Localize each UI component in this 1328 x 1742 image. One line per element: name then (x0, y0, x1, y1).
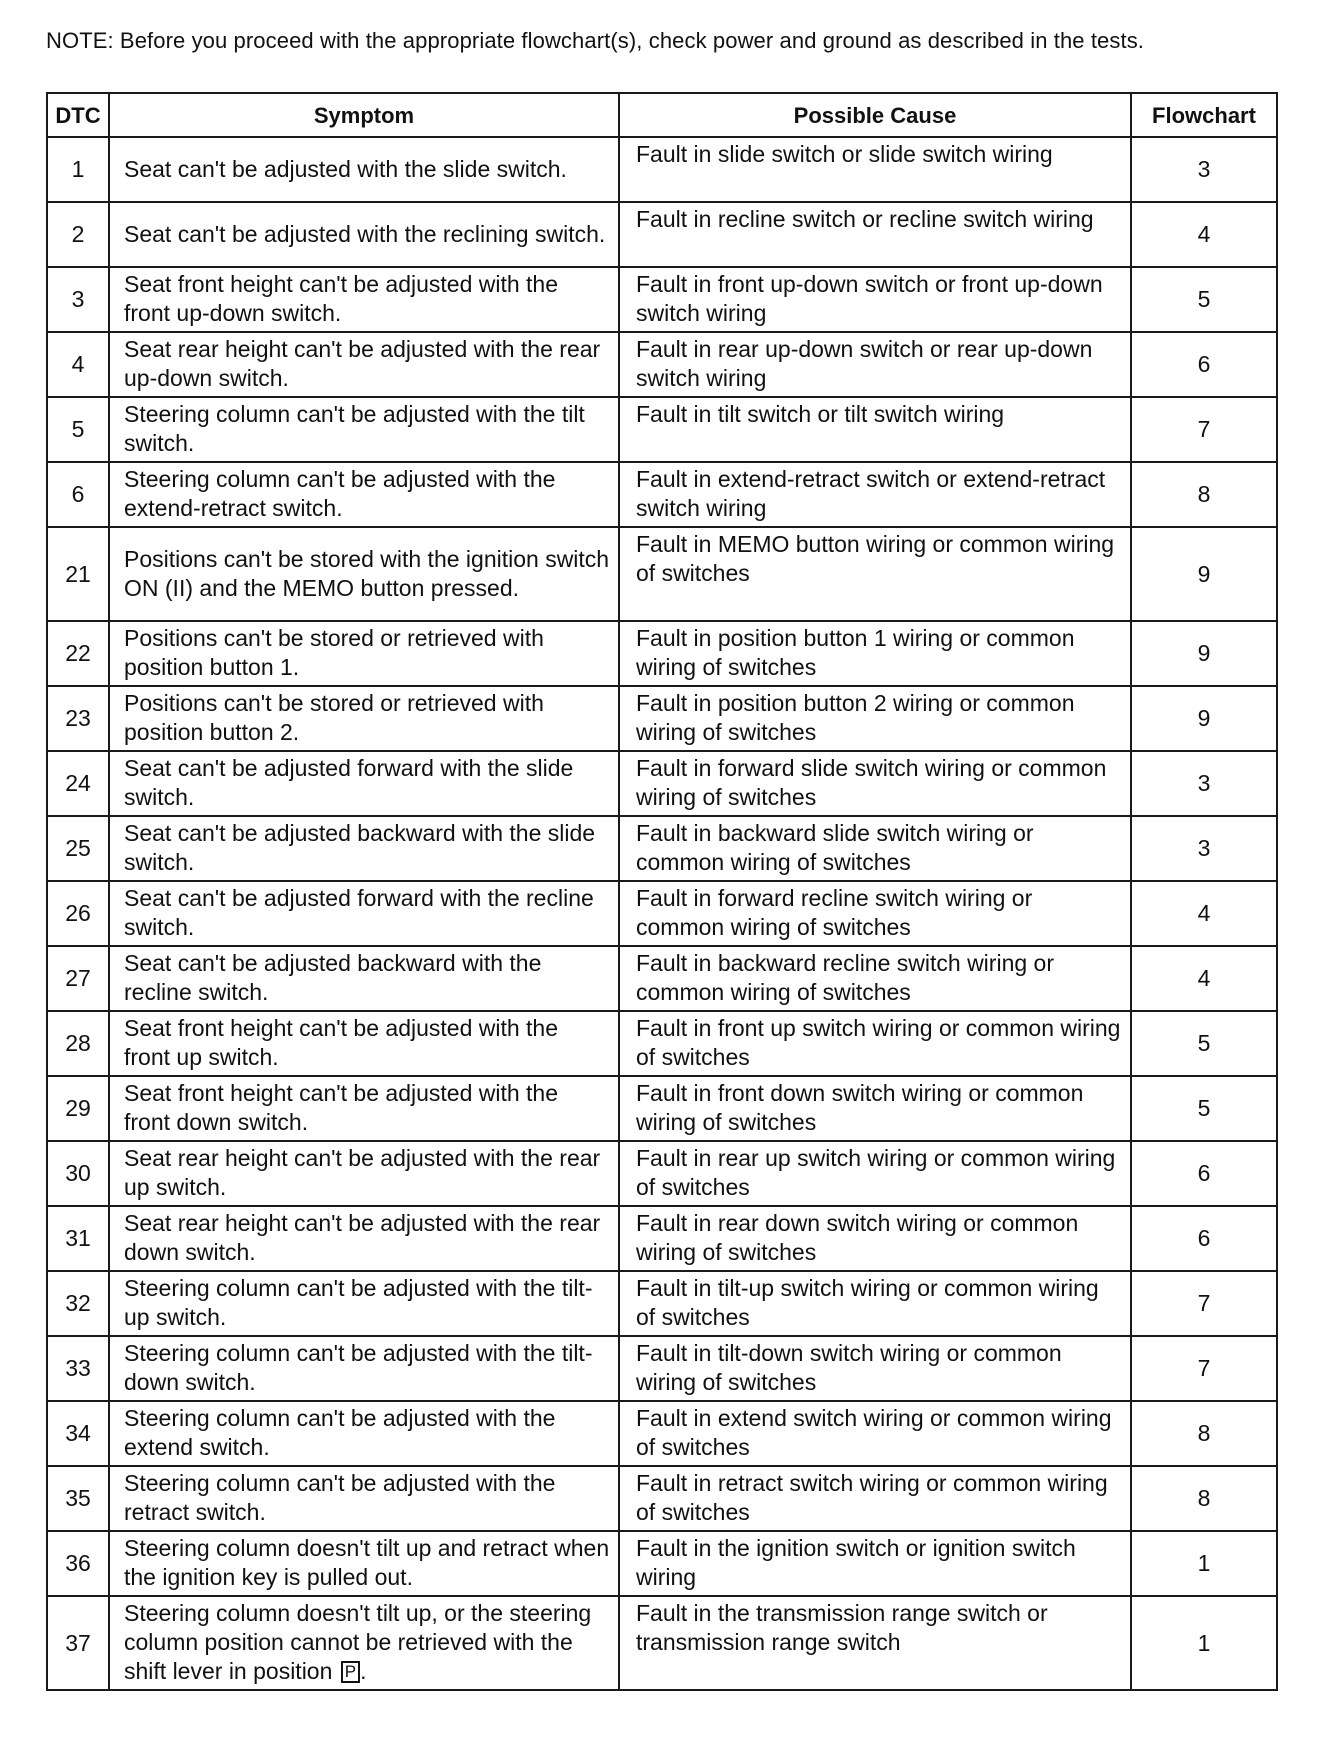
dtc-code: 28 (47, 1011, 109, 1076)
possible-cause-cell: Fault in forward slide switch wiring or common wiring of switches (619, 751, 1131, 816)
possible-cause-cell: Fault in front down switch wiring or common wiring of switches (619, 1076, 1131, 1141)
symptom-cell: Steering column doesn't tilt up and retract when the ignition key is pulled out. (109, 1531, 619, 1596)
possible-cause-cell: Fault in rear down switch wiring or common wiring of switches (619, 1206, 1131, 1271)
table-row (47, 686, 1277, 751)
dtc-code: 35 (47, 1466, 109, 1531)
flowchart-number: 4 (1131, 202, 1277, 267)
possible-cause-cell: Fault in front up switch wiring or common wiring of switches (619, 1011, 1131, 1076)
dtc-code: 21 (47, 527, 109, 621)
flowchart-number: 3 (1131, 137, 1277, 202)
flowchart-number: 6 (1131, 1141, 1277, 1206)
shift-position-p-box: P (341, 1661, 360, 1683)
possible-cause-cell: Fault in recline switch or recline switch wiring (619, 202, 1131, 267)
flowchart-number: 3 (1131, 751, 1277, 816)
dtc-code: 22 (47, 621, 109, 686)
dtc-code: 4 (47, 332, 109, 397)
flowchart-number: 5 (1131, 1011, 1277, 1076)
symptom-text: Steering column doesn't tilt up, or the steering column position cannot be retrieved with the shift lever in position (124, 1600, 592, 1684)
table-row (47, 1011, 1277, 1076)
symptom-cell: Seat can't be adjusted forward with the slide switch. (109, 751, 619, 816)
possible-cause-cell: Fault in front up-down switch or front up-down switch wiring (619, 267, 1131, 332)
symptom-cell: Seat can't be adjusted forward with the recline switch. (109, 881, 619, 946)
flowchart-number: 9 (1131, 527, 1277, 621)
symptom-cell: Steering column can't be adjusted with the retract switch. (109, 1466, 619, 1531)
flowchart-number: 9 (1131, 686, 1277, 751)
table-header-row (47, 93, 1277, 137)
flowchart-number: 7 (1131, 397, 1277, 462)
header-dtc: DTC (47, 93, 109, 137)
symptom-cell: Seat rear height can't be adjusted with the rear down switch. (109, 1206, 619, 1271)
possible-cause-cell: Fault in tilt-up switch wiring or common wiring of switches (619, 1271, 1131, 1336)
symptom-cell: Steering column can't be adjusted with the tilt switch. (109, 397, 619, 462)
dtc-code: 25 (47, 816, 109, 881)
possible-cause-cell: Fault in position button 2 wiring or common wiring of switches (619, 686, 1131, 751)
dtc-code: 31 (47, 1206, 109, 1271)
table-row (47, 202, 1277, 267)
table-row (47, 137, 1277, 202)
flowchart-number: 6 (1131, 332, 1277, 397)
header-symptom: Symptom (109, 93, 619, 137)
symptom-cell: Steering column can't be adjusted with the extend switch. (109, 1401, 619, 1466)
possible-cause-cell: Fault in position button 1 wiring or common wiring of switches (619, 621, 1131, 686)
possible-cause-cell: Fault in rear up-down switch or rear up-down switch wiring (619, 332, 1131, 397)
flowchart-number: 4 (1131, 881, 1277, 946)
symptom-cell: Positions can't be stored or retrieved with position button 1. (109, 621, 619, 686)
table-row (47, 621, 1277, 686)
table-row (47, 1336, 1277, 1401)
possible-cause-cell: Fault in MEMO button wiring or common wiring of switches (619, 527, 1131, 621)
table-row (47, 946, 1277, 1011)
dtc-code: 26 (47, 881, 109, 946)
possible-cause-cell: Fault in retract switch wiring or common wiring of switches (619, 1466, 1131, 1531)
symptom-cell (109, 1596, 619, 1690)
flowchart-number: 1 (1131, 1531, 1277, 1596)
symptom-cell: Seat rear height can't be adjusted with the rear up-down switch. (109, 332, 619, 397)
possible-cause-cell: Fault in backward recline switch wiring or common wiring of switches (619, 946, 1131, 1011)
dtc-code: 6 (47, 462, 109, 527)
symptom-cell: Positions can't be stored or retrieved with position button 2. (109, 686, 619, 751)
table-row (47, 816, 1277, 881)
table-row (47, 1596, 1277, 1690)
dtc-code: 30 (47, 1141, 109, 1206)
table-row (47, 1271, 1277, 1336)
flowchart-number: 8 (1131, 1466, 1277, 1531)
table-row (47, 267, 1277, 332)
possible-cause-cell: Fault in tilt-down switch wiring or common wiring of switches (619, 1336, 1131, 1401)
symptom-cell: Steering column can't be adjusted with the tilt-up switch. (109, 1271, 619, 1336)
symptom-end-punctuation: . (360, 1658, 367, 1684)
symptom-cell: Seat front height can't be adjusted with the front up switch. (109, 1011, 619, 1076)
symptom-cell: Seat rear height can't be adjusted with the rear up switch. (109, 1141, 619, 1206)
dtc-code: 34 (47, 1401, 109, 1466)
dtc-code: 1 (47, 137, 109, 202)
symptom-cell: Seat front height can't be adjusted with the front down switch. (109, 1076, 619, 1141)
symptom-cell: Seat can't be adjusted with the slide switch. (109, 137, 619, 202)
dtc-code: 24 (47, 751, 109, 816)
dtc-code: 36 (47, 1531, 109, 1596)
symptom-cell: Positions can't be stored with the ignition switch ON (II) and the MEMO button pressed. (109, 527, 619, 621)
symptom-cell: Seat can't be adjusted backward with the recline switch. (109, 946, 619, 1011)
table-body (47, 137, 1277, 1690)
symptom-cell: Steering column can't be adjusted with the extend-retract switch. (109, 462, 619, 527)
dtc-code: 32 (47, 1271, 109, 1336)
header-possible-cause: Possible Cause (619, 93, 1131, 137)
flowchart-number: 5 (1131, 1076, 1277, 1141)
table-row (47, 751, 1277, 816)
symptom-cell: Seat can't be adjusted backward with the slide switch. (109, 816, 619, 881)
symptom-cell: Steering column can't be adjusted with the tilt-down switch. (109, 1336, 619, 1401)
flowchart-number: 1 (1131, 1596, 1277, 1690)
flowchart-number: 4 (1131, 946, 1277, 1011)
dtc-code: 23 (47, 686, 109, 751)
dtc-code: 3 (47, 267, 109, 332)
flowchart-number: 5 (1131, 267, 1277, 332)
note-text: NOTE: Before you proceed with the appropriate flowchart(s), check power and ground as described in the tests. (46, 28, 1145, 53)
flowchart-number: 8 (1131, 1401, 1277, 1466)
table-row (47, 1401, 1277, 1466)
dtc-table (46, 92, 1278, 1691)
table-row (47, 1141, 1277, 1206)
possible-cause-cell: Fault in forward recline switch wiring or common wiring of switches (619, 881, 1131, 946)
possible-cause-cell: Fault in extend switch wiring or common wiring of switches (619, 1401, 1131, 1466)
table-row (47, 397, 1277, 462)
flowchart-number: 7 (1131, 1271, 1277, 1336)
dtc-code: 33 (47, 1336, 109, 1401)
possible-cause-cell: Fault in rear up switch wiring or common wiring of switches (619, 1141, 1131, 1206)
table-row (47, 1466, 1277, 1531)
symptom-cell: Seat front height can't be adjusted with the front up-down switch. (109, 267, 619, 332)
table-row (47, 462, 1277, 527)
dtc-code: 2 (47, 202, 109, 267)
possible-cause-cell: Fault in tilt switch or tilt switch wiring (619, 397, 1131, 462)
flowchart-number: 9 (1131, 621, 1277, 686)
possible-cause-cell: Fault in extend-retract switch or extend-retract switch wiring (619, 462, 1131, 527)
possible-cause-cell: Fault in slide switch or slide switch wiring (619, 137, 1131, 202)
dtc-code: 27 (47, 946, 109, 1011)
dtc-code: 29 (47, 1076, 109, 1141)
dtc-code: 5 (47, 397, 109, 462)
flowchart-number: 7 (1131, 1336, 1277, 1401)
possible-cause-cell: Fault in backward slide switch wiring or common wiring of switches (619, 816, 1131, 881)
header-flowchart: Flowchart (1131, 93, 1277, 137)
possible-cause-cell: Fault in the ignition switch or ignition switch wiring (619, 1531, 1131, 1596)
table-row (47, 1206, 1277, 1271)
table-row (47, 1076, 1277, 1141)
table-row (47, 1531, 1277, 1596)
table-row (47, 527, 1277, 621)
table-row (47, 332, 1277, 397)
flowchart-number: 3 (1131, 816, 1277, 881)
table-row (47, 881, 1277, 946)
symptom-cell: Seat can't be adjusted with the reclining switch. (109, 202, 619, 267)
possible-cause-cell: Fault in the transmission range switch or transmission range switch (619, 1596, 1131, 1690)
dtc-code: 37 (47, 1596, 109, 1690)
flowchart-number: 6 (1131, 1206, 1277, 1271)
flowchart-number: 8 (1131, 462, 1277, 527)
